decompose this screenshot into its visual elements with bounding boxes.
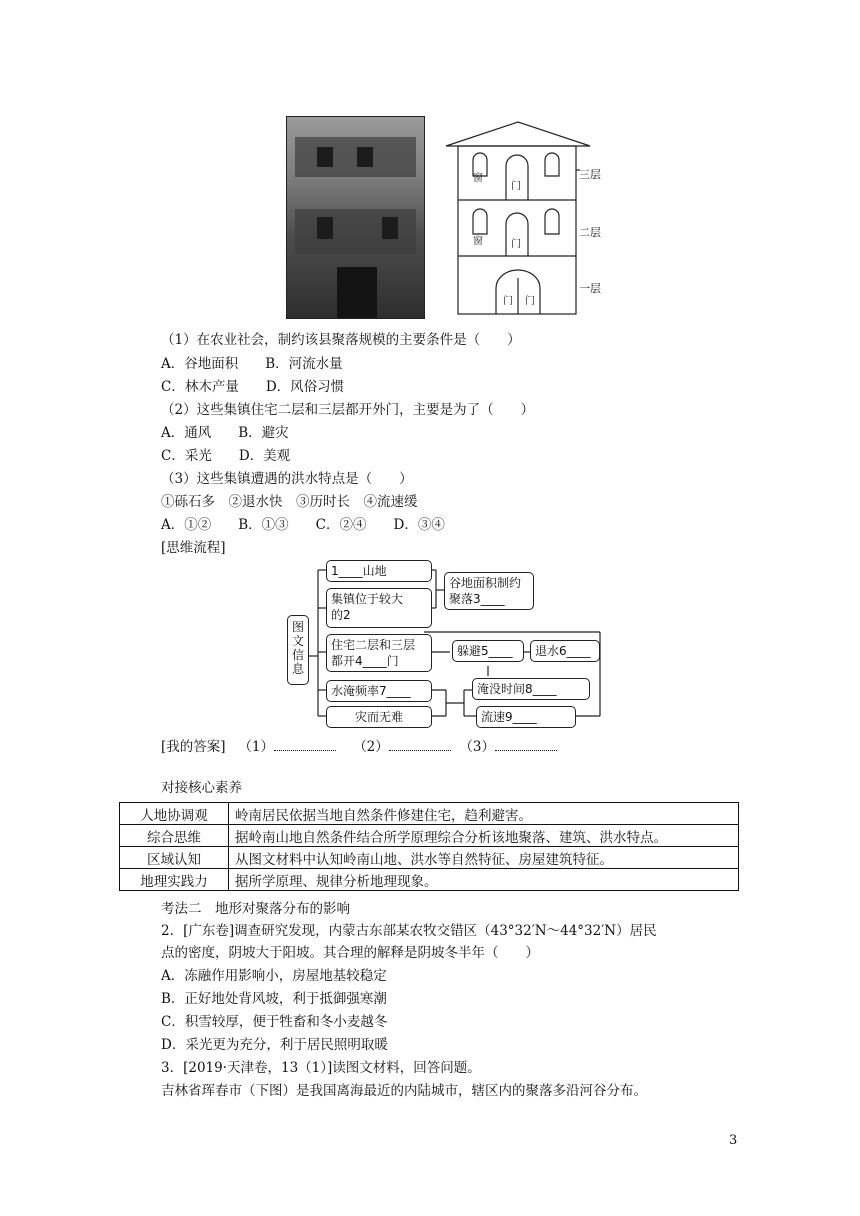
core-title: 对接核心素养 bbox=[161, 780, 242, 796]
window-label-2: 窗 bbox=[473, 236, 483, 247]
question-1-options-ab: A．谷地面积 B．河流水量 bbox=[161, 356, 343, 372]
q3-line-2: 吉林省珲春市（下图）是我国离海最近的内陆城市，辖区内的聚落多沿河谷分布。 bbox=[161, 1083, 647, 1099]
flow-box-1: 1____山地 bbox=[326, 560, 432, 582]
flow-info-box: 图文信息 bbox=[287, 615, 309, 685]
flow-box-3: 谷地面积制约 聚落3____ bbox=[444, 572, 534, 610]
page-number: 3 bbox=[729, 1133, 738, 1148]
floor-label-1: 一层 bbox=[579, 282, 601, 295]
window-label-3: 窗 bbox=[473, 173, 483, 184]
q2-option-b: B．正好地处背风坡，利于抵御强寒潮 bbox=[161, 991, 387, 1007]
flow-box-5: 躲避5____ bbox=[452, 640, 524, 662]
my-answer: [我的答案] （1） （2） （3） bbox=[161, 738, 557, 756]
q2-line-2: 点的密度，阴坡大于阳坡。其合理的解释是阴坡冬半年（ ） bbox=[161, 945, 539, 961]
question-3: （3）这些集镇遭遇的洪水特点是（ ） bbox=[161, 471, 413, 487]
table-row: 区域认知 从图文材料中认知岭南山地、洪水等自然特征、房屋建筑特征。 bbox=[120, 847, 739, 869]
answer-blank-3[interactable] bbox=[495, 738, 557, 751]
q3-line-1: 3．[2019·天津卷，13（1）]读图文材料，回答问题。 bbox=[161, 1060, 481, 1076]
flow-box-8: 淹没时间8____ bbox=[472, 678, 590, 700]
q2-line-1: 2．[广东卷]调查研究发现，内蒙古东部某农牧交错区（43°32′N～44°32′N）居民 bbox=[161, 923, 657, 939]
question-1: （1）在农业社会，制约该县聚落规模的主要条件是（ ） bbox=[161, 332, 521, 348]
section2-title: 考法二 地形对聚落分布的影响 bbox=[161, 901, 350, 917]
question-2: （2）这些集镇住宅二层和三层都开外门，主要是为了（ ） bbox=[161, 402, 535, 418]
flow-heading: [思维流程] bbox=[161, 540, 226, 556]
table-row: 地理实践力 据所学原理、规律分析地理现象。 bbox=[120, 869, 739, 891]
flow-box-10: 流速9____ bbox=[476, 706, 576, 728]
flow-box-6: 退水6____ bbox=[530, 640, 600, 662]
flow-box-4: 住宅二层和三层 都开4____门 bbox=[326, 634, 432, 672]
q2-option-a: A．冻融作用影响小，房屋地基较稳定 bbox=[161, 968, 387, 984]
door-label-1a: 门 bbox=[503, 296, 513, 307]
door-label-2: 门 bbox=[511, 239, 521, 250]
q2-option-d: D．采光更为充分，利于居民照明取暖 bbox=[161, 1037, 388, 1053]
floor-label-3: 三层 bbox=[579, 168, 601, 181]
floor-label-2: 二层 bbox=[579, 226, 601, 239]
door-label-3: 门 bbox=[511, 181, 521, 192]
flow-box-7: 水淹频率7____ bbox=[326, 680, 432, 702]
core-table bbox=[119, 802, 739, 891]
question-3-options: A．①② B．①③ C．②④ D．③④ bbox=[161, 517, 445, 533]
question-2-options-cd: C．采光 D．美观 bbox=[161, 448, 291, 464]
q2-option-c: C．积雪较厚，便于牲畜和冬小麦越冬 bbox=[161, 1014, 388, 1030]
table-row: 人地协调观 岭南居民依据当地自然条件修建住宅，趋利避害。 bbox=[120, 803, 739, 825]
question-2-options-ab: A．通风 B．避灾 bbox=[161, 425, 289, 441]
table-row: 综合思维 据岭南山地自然条件结合所学原理综合分析该地聚落、建筑、洪水特点。 bbox=[120, 825, 739, 847]
flow-box-2: 集镇位于较大 的2 bbox=[326, 588, 432, 628]
building-photo bbox=[286, 116, 425, 319]
question-1-options-cd: C．林木产量 D．风俗习惯 bbox=[161, 379, 345, 395]
question-3-items: ①砾石多 ②退水快 ③历时长 ④流速缓 bbox=[161, 494, 418, 510]
answer-blank-1[interactable] bbox=[274, 738, 336, 751]
answer-blank-2[interactable] bbox=[389, 738, 451, 751]
door-label-1b: 门 bbox=[525, 296, 535, 307]
flow-box-9: 灾而无难 bbox=[326, 706, 432, 728]
